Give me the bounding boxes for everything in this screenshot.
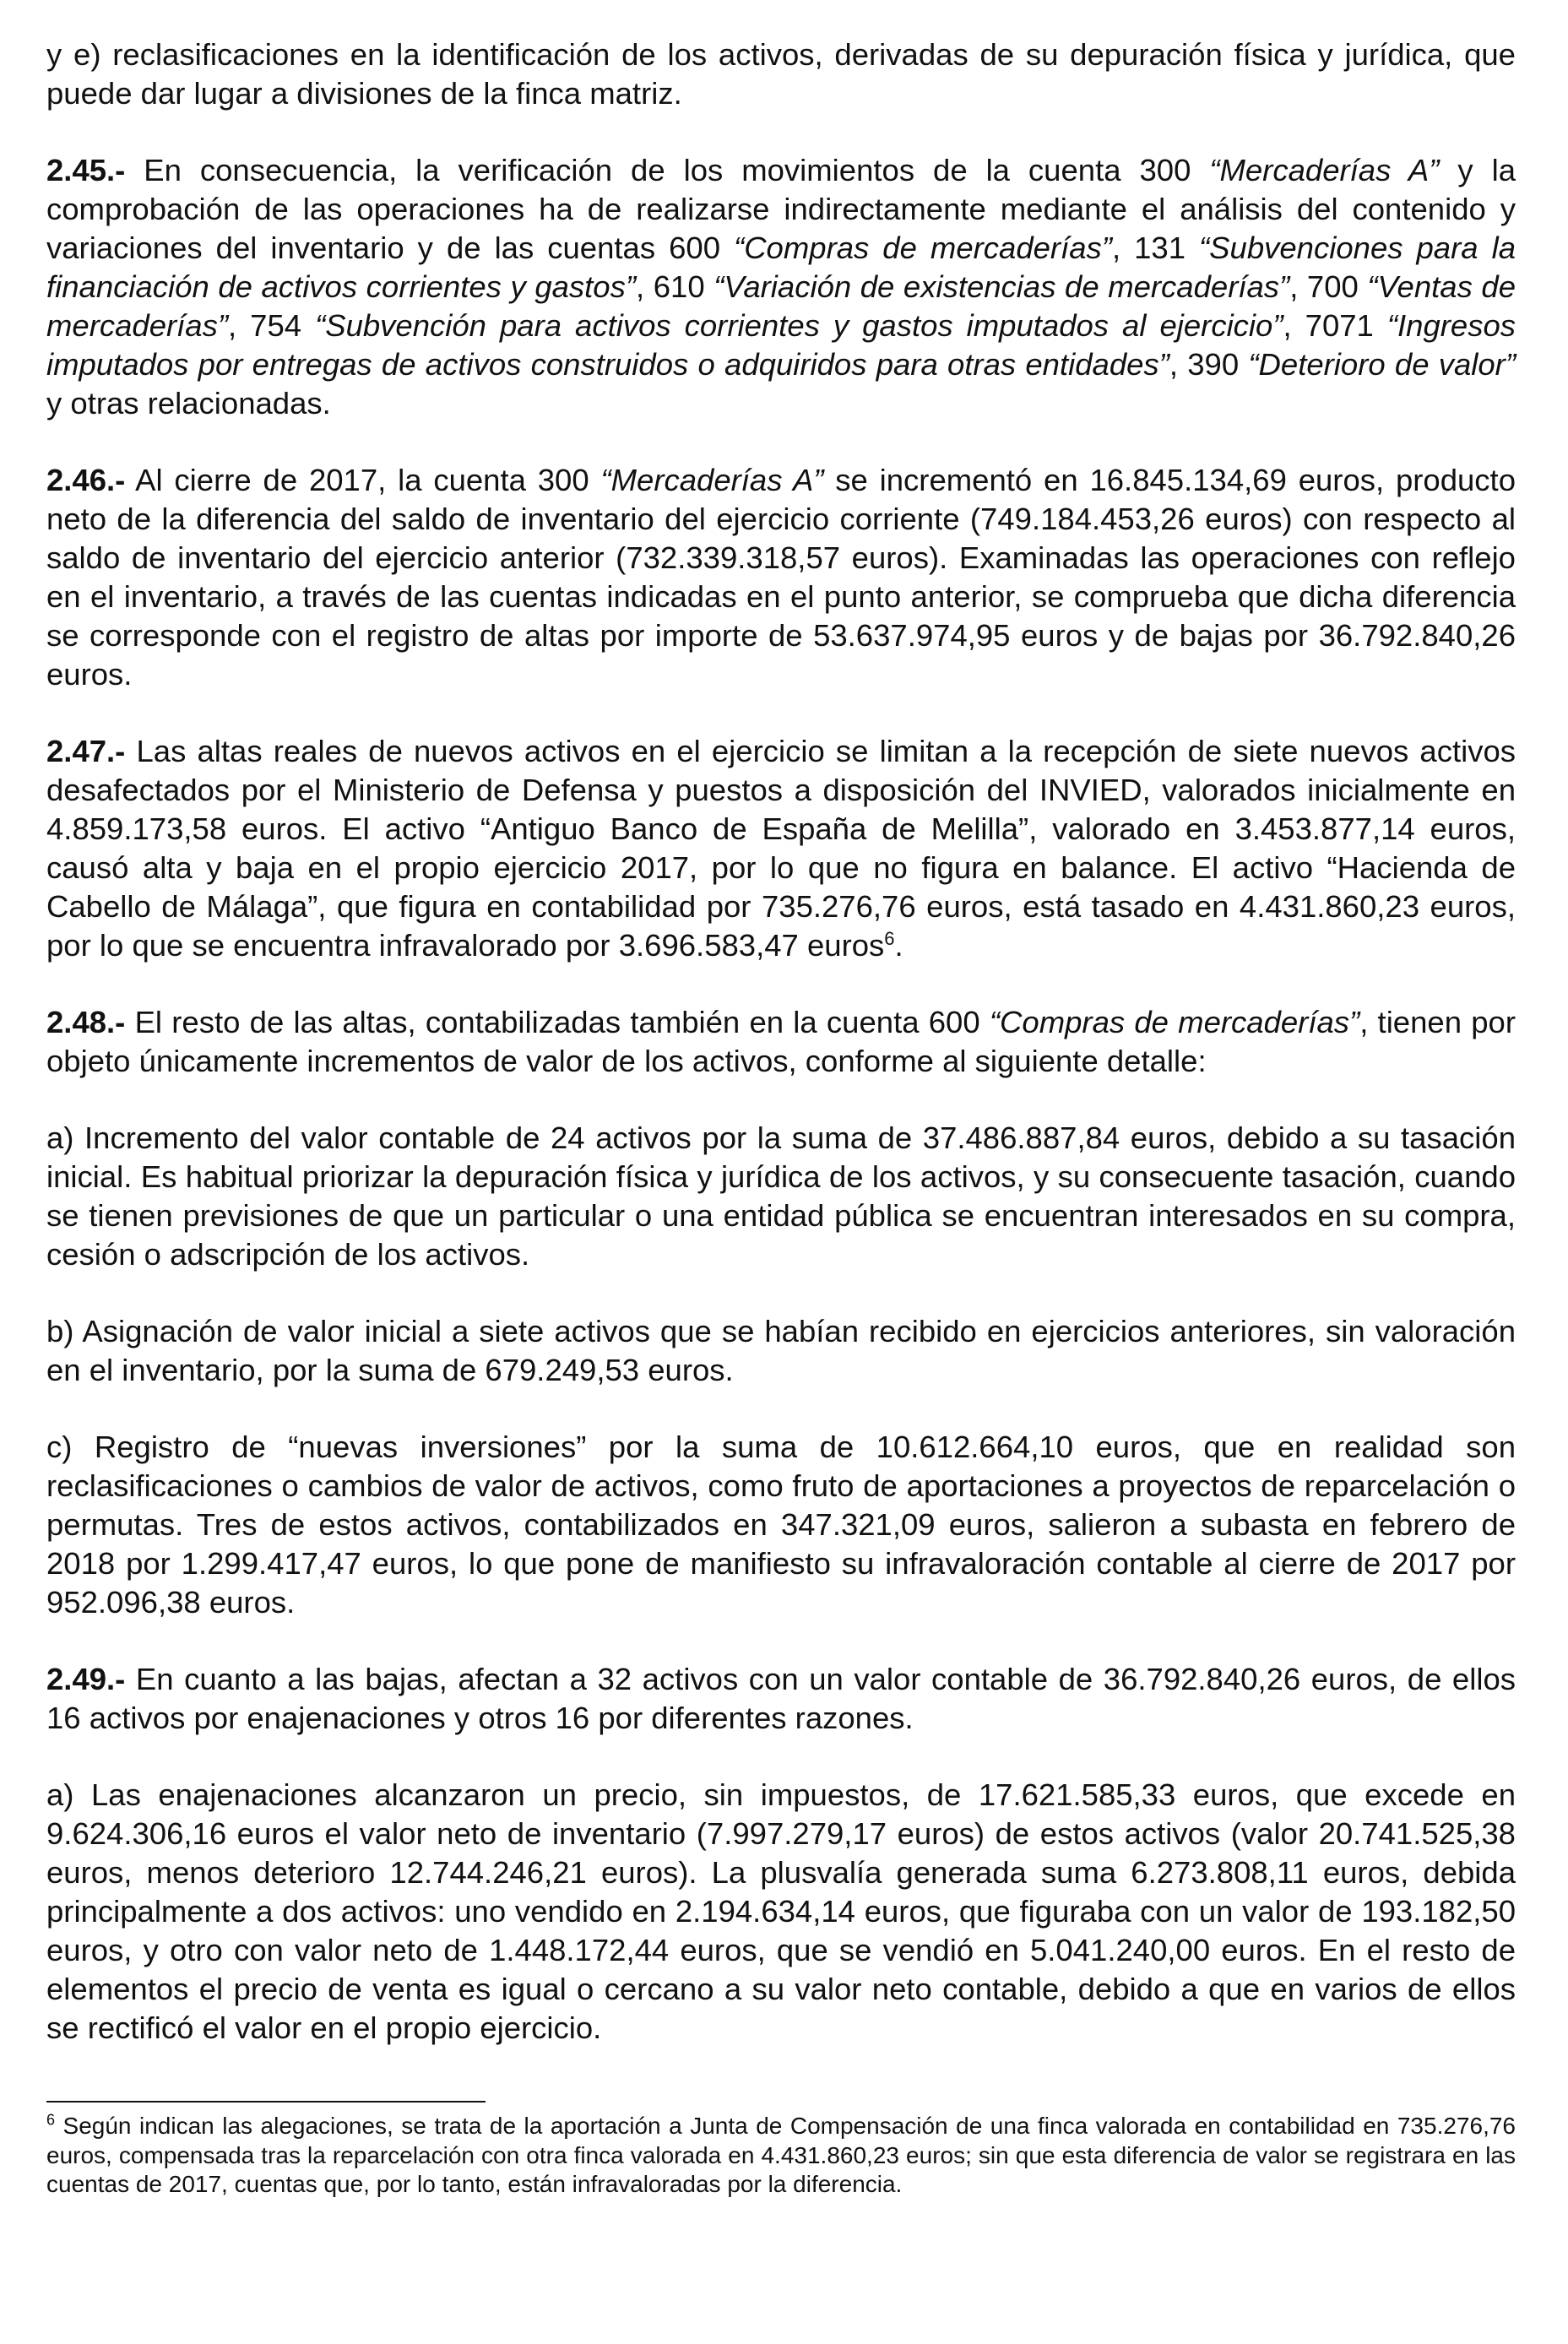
paragraph-text: , tienen por objeto únicamente incrementos de valor de los activos, conforme al siguiente detalle: (46, 1005, 1516, 1078)
paragraph-text: , 390 (1169, 347, 1249, 382)
paragraph-2-48-a (46, 1119, 1516, 1274)
paragraph-text: En cuanto a las bajas, afectan a 32 activos con un valor contable de 36.792.840,26 euros, de ellos 16 activos por enajenaciones y otros 16 por diferentes razones. (46, 1662, 1516, 1735)
paragraph-text: y la comprobación de las operaciones ha de realizarse indirectamente mediante el análisis del contenido y variaciones del inventario y de las cuentas 600 (46, 153, 1516, 265)
account-name: “Compras de mercaderías” (734, 231, 1112, 265)
account-name: “Subvenciones para la financiación de activos corrientes y gastos” (46, 231, 1516, 304)
footnote-marker: 6 (46, 2111, 56, 2129)
paragraph-text: , 7071 (1283, 308, 1387, 343)
document-body (46, 35, 1516, 2086)
footnote-text: Según indican las alegaciones, se trata de la aportación a Junta de Compensación de una finca valorada en contabilidad en 735.276,76 euros, compensada tras la reparcelación con otra finca valorada en 4.431.860,23 euros; sin que esta diferencia de valor se registrara en las cuentas de 2017, cuentas que, por lo tanto, están infravaloradas por la diferencia. (46, 2113, 1516, 2197)
paragraph-number: 2.45.- (46, 153, 126, 187)
account-name: “Subvención para activos corrientes y gastos imputados al ejercicio” (315, 308, 1283, 343)
paragraph-number: 2.48.- (46, 1005, 126, 1039)
paragraph-text: y e) reclasificaciones en la identificación de los activos, derivadas de su depuración física y jurídica, que puede dar lugar a divisiones de la finca matriz. (46, 37, 1516, 111)
paragraph-number: 2.49.- (46, 1662, 126, 1696)
paragraph-text: c) Registro de “nuevas inversiones” por la suma de 10.612.664,10 euros, que en realidad son reclasificaciones o cambios de valor de activos, como fruto de aportaciones a proyectos de reparcelación o permutas. Tres de estos activos, contabilizados en 347.321,09 euros, salieron a subasta en febrero de 2018 por 1.299.417,47 euros, lo que pone de manifiesto su infravaloración contable al cierre de 2017 por 952.096,38 euros. (46, 1430, 1516, 1620)
footnote-reference[interactable]: 6 (884, 927, 895, 949)
paragraph-2-46 (46, 461, 1516, 694)
account-name: “Compras de mercaderías” (989, 1005, 1360, 1039)
paragraph-text: , 610 (636, 269, 714, 304)
paragraph-number: 2.47.- (46, 734, 126, 768)
paragraph-text: y otras relacionadas. (46, 386, 331, 421)
paragraph-2-48 (46, 1003, 1516, 1081)
footnote-separator (46, 2101, 486, 2103)
paragraph-text: , 754 (228, 308, 316, 343)
paragraph-number: 2.46.- (46, 463, 126, 497)
paragraph-text: Las altas reales de nuevos activos en el ejercicio se limitan a la recepción de siete nuevos activos desafectados por el Ministerio de Defensa y puestos a disposición del INVIED, valorados inicialmente en 4.859.173,58 euros. El activo “Antiguo Banco de España de Melilla”, valorado en 3.453.877,14 euros, causó alta y baja en el propio ejercicio 2017, por lo que no figura en balance. El activo “Hacienda de Cabello de Málaga”, que figura en contabilidad por 735.276,76 euros, está tasado en 4.431.860,23 euros, por lo que se encuentra infravalorado por 3.696.583,47 euros (46, 734, 1516, 963)
paragraph-text: , 131 (1111, 231, 1200, 265)
paragraph-text: Al cierre de 2017, la cuenta 300 (125, 463, 601, 497)
account-name: “Mercaderías A” (600, 463, 824, 497)
paragraph-text: b) Asignación de valor inicial a siete activos que se habían recibido en ejercicios anteriores, sin valoración en el inventario, por la suma de 679.249,53 euros. (46, 1314, 1516, 1387)
account-name: “Mercaderías A” (1209, 153, 1440, 187)
paragraph-text: a) Incremento del valor contable de 24 activos por la suma de 37.486.887,84 euros, debido a su tasación inicial. Es habitual priorizar la depuración física y jurídica de los activos, y su consecuente tasación, cuando se tienen previsiones de que un particular o una entidad pública se encuentran interesados en su compra, cesión o adscripción de los activos. (46, 1120, 1516, 1272)
paragraph-2-49 (46, 1660, 1516, 1738)
paragraph-2-45 (46, 151, 1516, 423)
paragraph-text: se incrementó en 16.845.134,69 euros, producto neto de la diferencia del saldo de inventario del ejercicio corriente (749.184.453,26 euros) con respecto al saldo de inventario del ejercicio anterior (732.339.318,57 euros). Examinadas las operaciones con reflejo en el inventario, a través de las cuentas indicadas en el punto anterior, se comprueba que dicha diferencia se corresponde con el registro de altas por importe de 53.637.974,95 euros y de bajas por 36.792.840,26 euros. (46, 463, 1516, 692)
paragraph-intro-e (46, 35, 1516, 113)
account-name: “Variación de existencias de mercaderías” (713, 269, 1290, 304)
account-name: “Ventas de mercaderías” (46, 269, 1516, 343)
footnote-6 (46, 2112, 1516, 2200)
paragraph-2-48-c (46, 1428, 1516, 1622)
paragraph-text: , 700 (1289, 269, 1368, 304)
paragraph-2-49-a (46, 1776, 1516, 2048)
paragraph-text: a) Las enajenaciones alcanzaron un precio, sin impuestos, de 17.621.585,33 euros, que excede en 9.624.306,16 euros el valor neto de inventario (7.997.279,17 euros) de estos activos (valor 20.741.525,38 euros, menos deterioro 12.744.246,21 euros). La plusvalía generada suma 6.273.808,11 euros, debida principalmente a dos activos: uno vendido en 2.194.634,14 euros, que figuraba con un valor de 193.182,50 euros, y otro con valor neto de 1.448.172,44 euros, que se vendió en 5.041.240,00 euros. En el resto de elementos el precio de venta es igual o cercano a su valor neto contable, debido a que en varios de ellos se rectificó el valor en el propio ejercicio. (46, 1777, 1516, 2045)
account-name: “Ingresos imputados por entregas de activos construidos o adquiridos para otras entidades” (46, 308, 1516, 382)
paragraph-text: . (894, 928, 903, 963)
paragraph-2-48-b (46, 1312, 1516, 1390)
paragraph-text: El resto de las altas, contabilizadas también en la cuenta 600 (125, 1005, 990, 1039)
account-name: “Deterioro de valor” (1248, 347, 1516, 382)
paragraph-2-47 (46, 732, 1516, 965)
paragraph-text: En consecuencia, la verificación de los movimientos de la cuenta 300 (125, 153, 1210, 187)
